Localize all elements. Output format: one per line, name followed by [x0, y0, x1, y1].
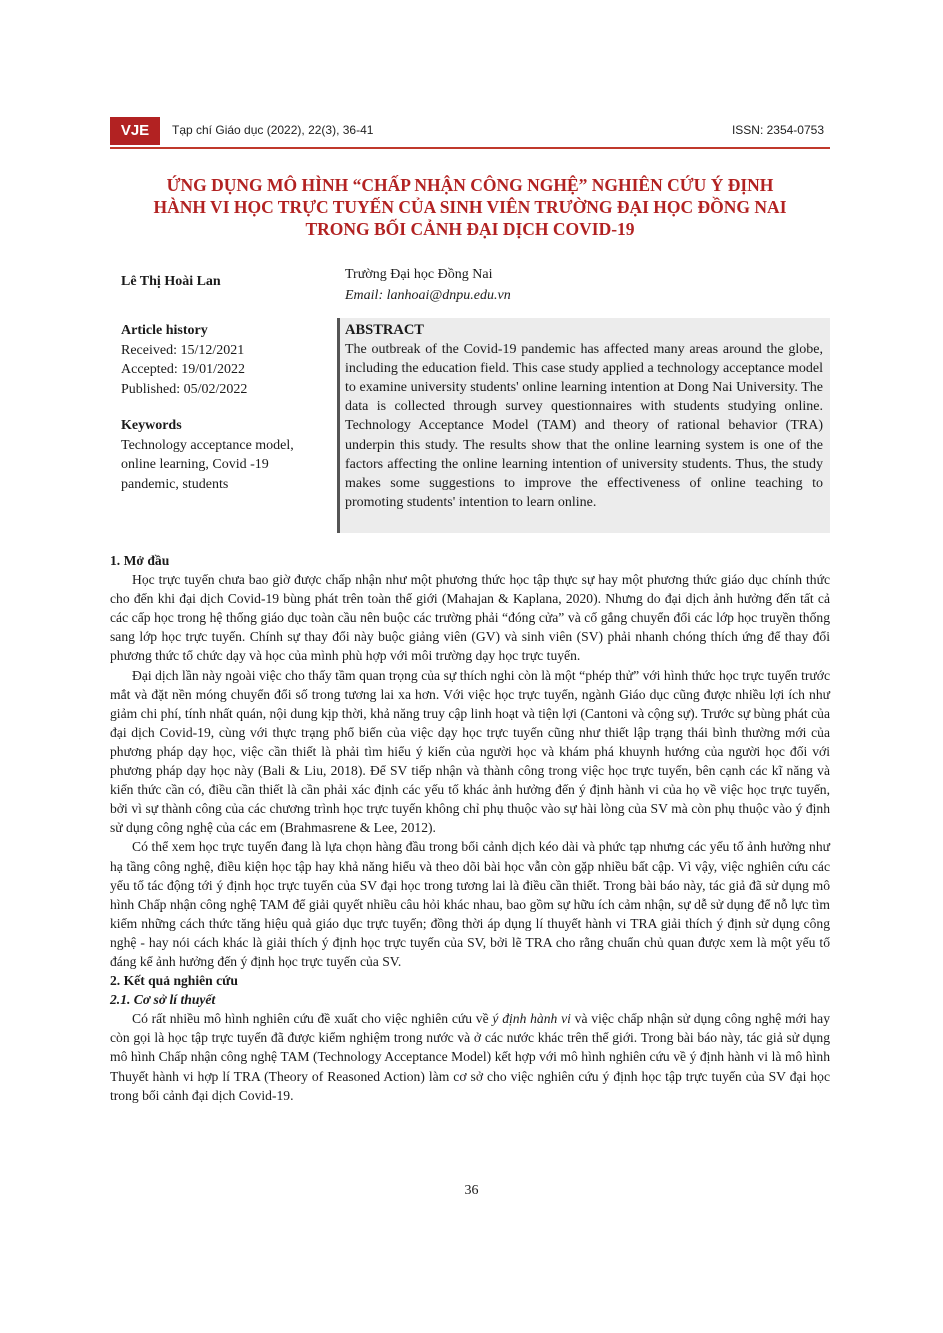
paragraph: Có thể xem học trực tuyến đang là lựa chọn hàng đầu trong bối cảnh dịch kéo dài và phức tạp nhưng các yếu tố ảnh hưởng như hạ tầng công nghệ, điều kiện học tập hay khả năng hiểu và theo dõi bài học vẫn còn gặp nhiều bất cập. Vì vậy, việc nghiên cứu các yếu tố tác động tới ý định học trực tuyến của SV đại học trong tương lai là điều cần thiết. Trong bài báo này, tác giả đã sử dụng mô hình Chấp nhận công nghệ TAM để giải quyết nhiều câu hỏi khác nhau, bao gồm sự hữu ích cảm nhận, sự dễ sử dụng để nỗ lực tìm kiếm những cách thức tăng hiệu quả giáo dục trực tuyến; đồng thời áp dụng lí thuyết hành vi TRA giải thích ý định sử dụng công nghệ - hay nói cách khác là giải thích ý định học trực tuyến của SV, bởi lẽ TRA cho rằng chuẩn chủ quan được xem là một yếu tố đáng kể ảnh hưởng đến ý định học trực tuyến của SV. — [110, 839, 830, 969]
page-number: 36 — [464, 1183, 479, 1198]
abstract-heading: ABSTRACT — [345, 322, 424, 338]
paragraph: Học trực tuyến chưa bao giờ được chấp nhận như một phương thức học tập thực sự hay một phương thức giáo dục chính thức cho đến khi đại dịch Covid-19 bùng phát trên toàn thế giới (Mahajan & Kaplana, 2020). Nhưng do đại dịch ảnh hưởng đến tất cả các cấp học trong hệ thống giáo dục toàn cầu nên buộc các trường phải “đóng cửa” và cố gắng chuyển đổi các lớp học truyền thống sang lớp học trực tuyến. Chính sự thay đổi này buộc giảng viên (GV) và sinh viên (SV) phải nhanh chóng thích ứng để thay đổi phương thức tổ chức dạy và học của mình phù hợp với môi trường dạy học trực tuyến. — [110, 572, 830, 664]
emphasis-text: ý định hành vi — [492, 1011, 571, 1027]
journal-citation: Tạp chí Giáo dục (2022), 22(3), 36-41 — [172, 123, 374, 137]
author-name: Lê Thị Hoài Lan — [121, 274, 221, 289]
title-line: TRONG BỐI CẢNH ĐẠI DỊCH COVID-19 — [305, 219, 635, 239]
keywords-text: Technology acceptance model, online learning, Covid -19 pandemic, students — [121, 437, 294, 492]
keywords-heading: Keywords — [121, 418, 182, 433]
article-meta — [121, 321, 326, 494]
subsection-heading: 2.1. Cơ sở lí thuyết — [110, 992, 216, 1008]
accepted-date: Accepted: 19/01/2022 — [121, 362, 246, 377]
article-title — [110, 174, 830, 240]
title-line: HÀNH VI HỌC TRỰC TUYẾN CỦA SINH VIÊN TRƯỜNG ĐẠI HỌC ĐỒNG NAI — [153, 197, 787, 217]
affiliation: Trường Đại học Đồng Nai — [345, 267, 493, 282]
received-date: Received: 15/12/2021 — [121, 342, 245, 358]
journal-logo: VJE — [110, 117, 160, 145]
abstract-text: The outbreak of the Covid-19 pandemic has affected many areas around the globe, including the education field. This case study applied a technology acceptance model to examine university students' online learning intention at Dong Nai University. The data is collected through survey questionnaires with students studying online. Technology Acceptance Model (TAM) and theory of rational behavior (TRA) underpin this study. The results show that the online learning system is one of the factors affecting the online learning intention of university students. Thus, the study makes some suggestions to improve the effectiveness of online teaching to promoting students' intention to learn online. — [345, 342, 823, 510]
issn: ISSN: 2354-0753 — [731, 123, 824, 137]
article-history-heading: Article history — [121, 323, 208, 338]
author-affiliation — [345, 264, 511, 306]
section-heading: 2. Kết quả nghiên cứu — [110, 973, 238, 989]
journal-header — [110, 117, 830, 145]
paragraph-text: Có rất nhiều mô hình nghiên cứu đề xuất cho việc nghiên cứu về — [132, 1011, 493, 1027]
header-divider — [110, 147, 830, 149]
published-date: Published: 05/02/2022 — [121, 381, 248, 397]
paragraph-text: và việc chấp nhận sử dụng công nghệ mới hay còn gọi là học tập trực tuyến đã được kiểm nghiệm trong nước và ở các nước khác trên thế giới. Trong bài báo này, tác giả sử dụng mô hình Chấp nhận công nghệ TAM (Technology Acceptance Model) kết hợp với mô hình nghiên cứu về ý định hành vi là mô hình Thuyết hành vi hợp lí TRA (Theory of Reasoned Action) làm cơ sở cho việc nghiên cứu ý định học tập trực tuyến của SV đại học trong bối cảnh đại dịch Covid-19. — [110, 1011, 830, 1103]
paragraph — [110, 1009, 830, 1104]
title-line: ỨNG DỤNG MÔ HÌNH “CHẤP NHẬN CÔNG NGHỆ” NGHIÊN CỨU Ý ĐỊNH — [166, 175, 774, 195]
author-email: Email: lanhoai@dnpu.edu.vn — [345, 288, 511, 303]
paragraph: Đại dịch lần này ngoài việc cho thấy tầm quan trọng của sự thích nghi còn là một “phép thử” với hình thức học trực tuyến trước mắt và đặt nền móng chuyển đổi số trong tương lai xa hơn. Với việc học trực tuyến, ngành Giáo dục cũng được nhiều lợi ích như giảm chi phí, tính nhất quán, nội dung kịp thời, khả năng truy cập linh hoạt và tiện lợi (Cantoni và cộng sự). Trước sự bùng phát của đại dịch Covid-19, cùng với thực trạng phổ biến của việc dạy học trực tuyến cũng như thiết lập trạng thái bình thường mới của phương pháp dạy học, việc cần thiết là phải tìm hiểu ý kiến của người học và khám phá khuynh hướng của người học đối với phương pháp dạy học này (Bali & Liu, 2018). Để SV tiếp nhận và thành công trong việc học trực tuyến, bên cạnh các kĩ năng và kiến thức cần có, điều cần thiết là cần phải xác định các yếu tố khác ảnh hưởng đến ý định hành vi của họ về việc học trực tuyến, bởi vì sự thành công của các chương trình học trực tuyến không chỉ phụ thuộc vào sự hài lòng của SV mà còn phụ thuộc vào ý định sử dụng công nghệ của các em (Brahmasrene & Lee, 2012). — [110, 667, 830, 836]
article-body — [110, 551, 830, 1105]
abstract — [345, 321, 823, 512]
section-heading: 1. Mở đầu — [110, 553, 170, 568]
